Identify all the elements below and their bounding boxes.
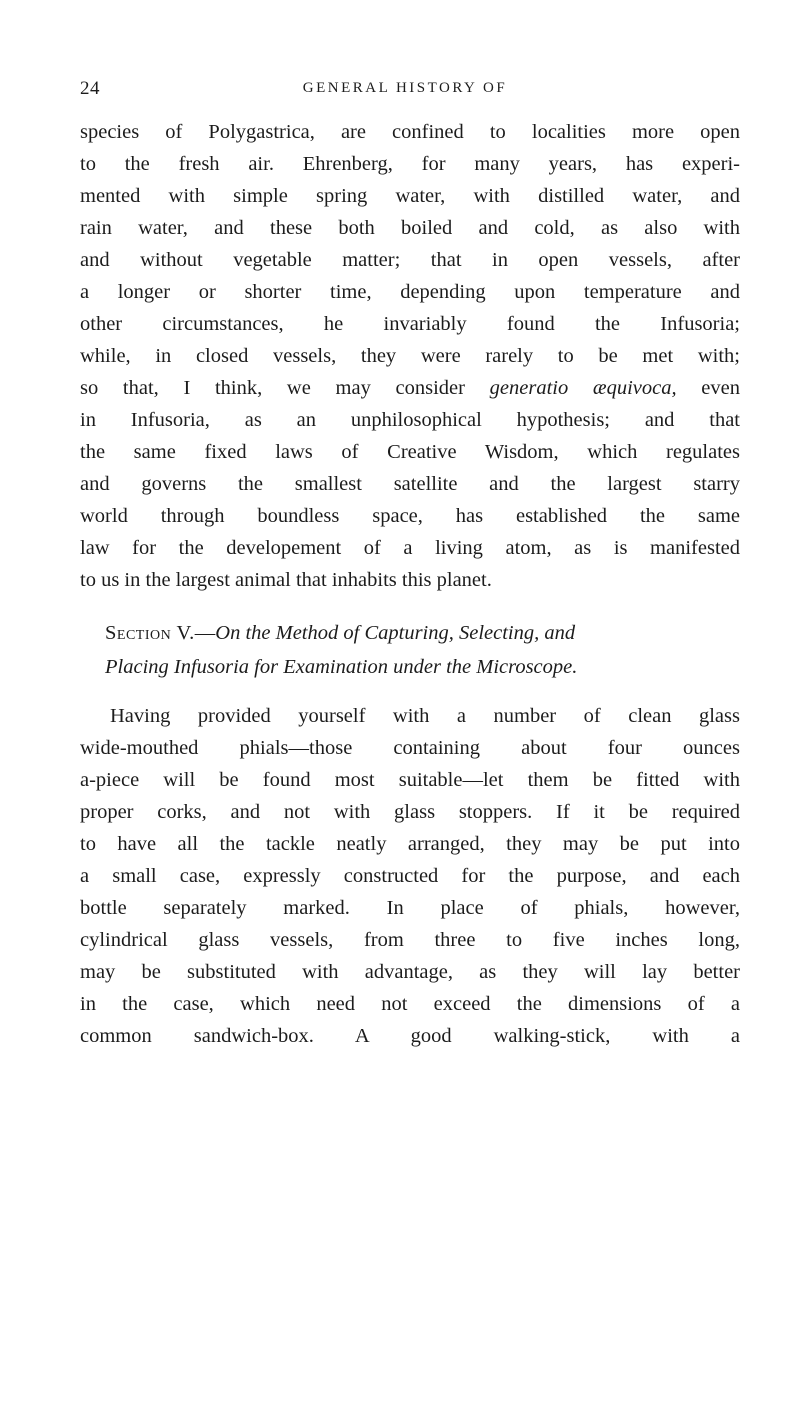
running-title: GENERAL HISTORY OF: [302, 80, 508, 96]
section-heading: [80, 616, 740, 684]
text-line: bottle separately marked. In place of phials, however,: [80, 897, 740, 919]
section-heading-line-1: [80, 616, 740, 650]
text-line: while, in closed vessels, they were rarely to be met with;: [80, 345, 740, 367]
text-line: law for the developement of a living atom, as is manifested: [80, 537, 740, 559]
text-line-with-italic: [80, 372, 740, 404]
paragraph-1: [80, 116, 740, 596]
text-line: may be substituted with advantage, as they will lay better: [80, 961, 740, 983]
text-line: a longer or shorter time, depending upon temperature and: [80, 281, 740, 303]
text-line: cylindrical glass vessels, from three to five inches long,: [80, 929, 740, 951]
text-line: a small case, expressly constructed for the purpose, and each: [80, 865, 740, 887]
italic-phrase: generatio æquivoca,: [489, 377, 677, 399]
section-title-part-2: Placing Infusoria for Examination under the Microscope.: [105, 656, 578, 678]
text-fragment: even: [676, 377, 740, 399]
section-label: Section V.: [105, 622, 195, 644]
text-line: rain water, and these both boiled and cold, as also with: [80, 217, 740, 239]
section-dash: —: [194, 622, 216, 644]
text-line: world through boundless space, has established the same: [80, 505, 740, 527]
text-line: to us in the largest animal that inhabits this planet.: [80, 569, 492, 591]
text-line: mented with simple spring water, with distilled water, and: [80, 185, 740, 207]
text-line: in Infusoria, as an unphilosophical hypothesis; and that: [80, 409, 740, 431]
text-line: in the case, which need not exceed the dimensions of a: [80, 993, 740, 1015]
text-line: species of Polygastrica, are confined to localities more open: [80, 121, 740, 143]
page-number: 24: [80, 78, 100, 99]
section-title-part-1: On the Method of Capturing, Selecting, and: [215, 622, 576, 644]
text-line: wide-mouthed phials—those containing about four ounces: [80, 737, 740, 759]
text-line: a-piece will be found most suitable—let them be fitted with: [80, 769, 740, 791]
text-line: Having provided yourself with a number of clean glass: [110, 705, 740, 727]
text-fragment: so that, I think, we may consider: [80, 377, 490, 399]
text-line: the same fixed laws of Creative Wisdom, which regulates: [80, 441, 740, 463]
text-line: to have all the tackle neatly arranged, they may be put into: [80, 833, 740, 855]
text-line: common sandwich-box. A good walking-stick, with a: [80, 1025, 740, 1047]
running-head: [80, 78, 730, 102]
text-line: to the fresh air. Ehrenberg, for many years, has experi-: [80, 153, 740, 175]
text-line: and governs the smallest satellite and the largest starry: [80, 473, 740, 495]
paragraph-2: [80, 700, 740, 1052]
text-line: and without vegetable matter; that in open vessels, after: [80, 249, 740, 271]
text-line: proper corks, and not with glass stoppers. If it be required: [80, 801, 740, 823]
section-heading-line-2: [80, 650, 740, 684]
text-line: other circumstances, he invariably found the Infusoria;: [80, 313, 740, 335]
